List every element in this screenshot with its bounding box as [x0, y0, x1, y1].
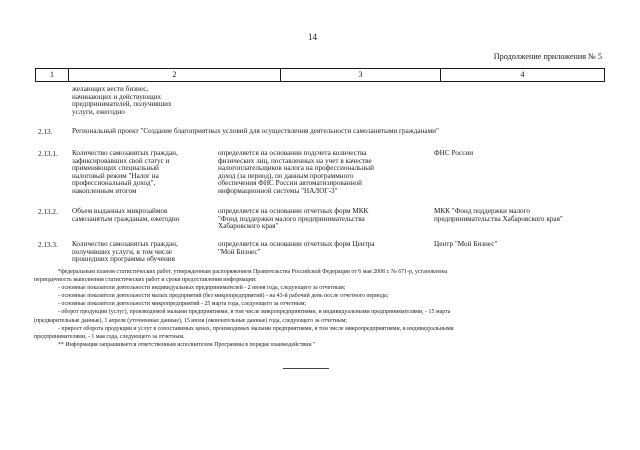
text-line: определяется на основании отчетных форм Центра — [218, 240, 375, 248]
text-line: применяющих специальный — [72, 164, 159, 173]
text-line: МКК "Фонд поддержки малого — [434, 207, 531, 215]
footnote-line: периодичность выполнения статистических работ и сроки предоставления информации: — [34, 277, 257, 284]
column-number-4: 4 — [441, 69, 605, 82]
text-line: Центр "Мой Бизнес" — [434, 240, 498, 248]
page-number: 14 — [308, 32, 317, 42]
continuation-title: Продолжение приложения № 5 — [493, 52, 602, 61]
footnotes — [34, 268, 606, 349]
row-indicator — [72, 150, 178, 196]
text-line: налоговый режим "Налог на — [72, 171, 159, 180]
text-line: самозанятым гражданам, ежегодно — [72, 214, 180, 223]
row-method — [218, 208, 368, 231]
previous-row-indicator — [72, 86, 172, 116]
text-line: обеспечения ФНС России автоматизированной — [218, 179, 362, 188]
text-line: Хабаровского края" — [218, 222, 279, 231]
row-source — [434, 208, 563, 223]
section-title: Региональный проект "Создание благоприятных условий для осуществления деятельности самозанятыми гражданами" — [72, 127, 439, 135]
footnote-line: - оборот продукции (услуг), производимой малыми предприятиями, в том числе микропредприятиями, и индивидуальными предпринимателями, - 15 марта — [58, 309, 451, 316]
footnote-line: предпринимателями, - 1 мая года, следующего за отчетным. — [34, 333, 185, 340]
text-line: ФНС России — [434, 149, 474, 157]
text-line: Объем выданных микрозаймов — [72, 207, 168, 215]
table-header-row — [35, 68, 605, 82]
text-line: определяется на основании отчетных форм МКК — [218, 207, 369, 215]
footnote-line: (предварительные данные), 1 апреля (уточненные данные), 15 июля (окончательные данные) года, следующего за отчетным; — [34, 317, 348, 324]
text-line: профессиональный доход", — [72, 179, 156, 188]
row-number: 2.13.3. — [38, 241, 58, 249]
row-source — [434, 150, 473, 158]
text-line: желающих вести бизнес, — [72, 85, 149, 93]
footnote-line: - прирост оборота продукции и услуг в сопоставимых ценах, производимых малыми предприятиями, в том числе микропредприятиями, и индивидуальными — [58, 325, 454, 332]
section-number: 2.13. — [38, 128, 53, 136]
text-line: предпринимателей, получивших — [72, 100, 172, 109]
column-number-3: 3 — [281, 69, 441, 82]
text-line: услуги, ежегодно — [72, 107, 125, 116]
row-number: 2.13.1. — [38, 150, 58, 158]
text-line: Количество самозанятых граждан, — [72, 149, 178, 157]
text-line: получивших услуги, в том числе — [72, 247, 172, 256]
footnote-line: - основные показатели деятельности малых предприятий (без микропредприятий) - на 43-й рабочий день после отчетного периода; — [58, 293, 389, 300]
row-method — [218, 150, 374, 196]
text-line: "Мой Бизнес" — [218, 247, 261, 256]
text-line: "Фонд поддержки малого предпринимательства — [218, 214, 365, 223]
text-line: определяется на основании подсчета количества — [218, 149, 367, 157]
text-line: прошедших программы обучения — [72, 255, 175, 264]
footnote-line: - основные показатели деятельности микропредприятий - 25 марта года, следующего за отчетным; — [58, 301, 307, 308]
column-number-2: 2 — [69, 69, 281, 82]
row-indicator — [72, 208, 179, 223]
row-number: 2.13.2. — [38, 208, 58, 216]
row-indicator — [72, 241, 178, 264]
text-line: накопленным итогом — [72, 186, 137, 195]
text-line: доход (за период), по данным программного — [218, 171, 354, 180]
text-line: предпринимательства Хабаровского края" — [434, 214, 563, 223]
text-line: начинающих и действующих — [72, 92, 162, 101]
text-line: информационной системы "НАЛОГ-3" — [218, 186, 338, 195]
column-number-1: 1 — [36, 69, 69, 82]
footnote-line: *федеральным планом статистических работ, утвержденным распоряжением Правительства Российской Федерации от 6 мая 2008 г. № 671-р, установлены — [58, 269, 448, 275]
text-line: Количество самозанятых граждан, — [72, 240, 178, 248]
row-source — [434, 241, 497, 249]
text-line: зафиксировавших свой статус и — [72, 156, 170, 165]
bottom-divider — [283, 368, 329, 369]
footnote-line: - основные показатели деятельности индивидуальных предпринимателей - 2 июня года, следующего за отчетным; — [58, 285, 346, 292]
row-method — [218, 241, 375, 256]
text-line: физических лиц, поставленных на учет в качестве — [218, 156, 372, 165]
footnote-line: ** Информация запрашивается ответственным исполнителем Программы в порядке взаимодействия." — [58, 341, 315, 348]
text-line: налогоплательщиков налога на профессиональный — [218, 164, 374, 173]
